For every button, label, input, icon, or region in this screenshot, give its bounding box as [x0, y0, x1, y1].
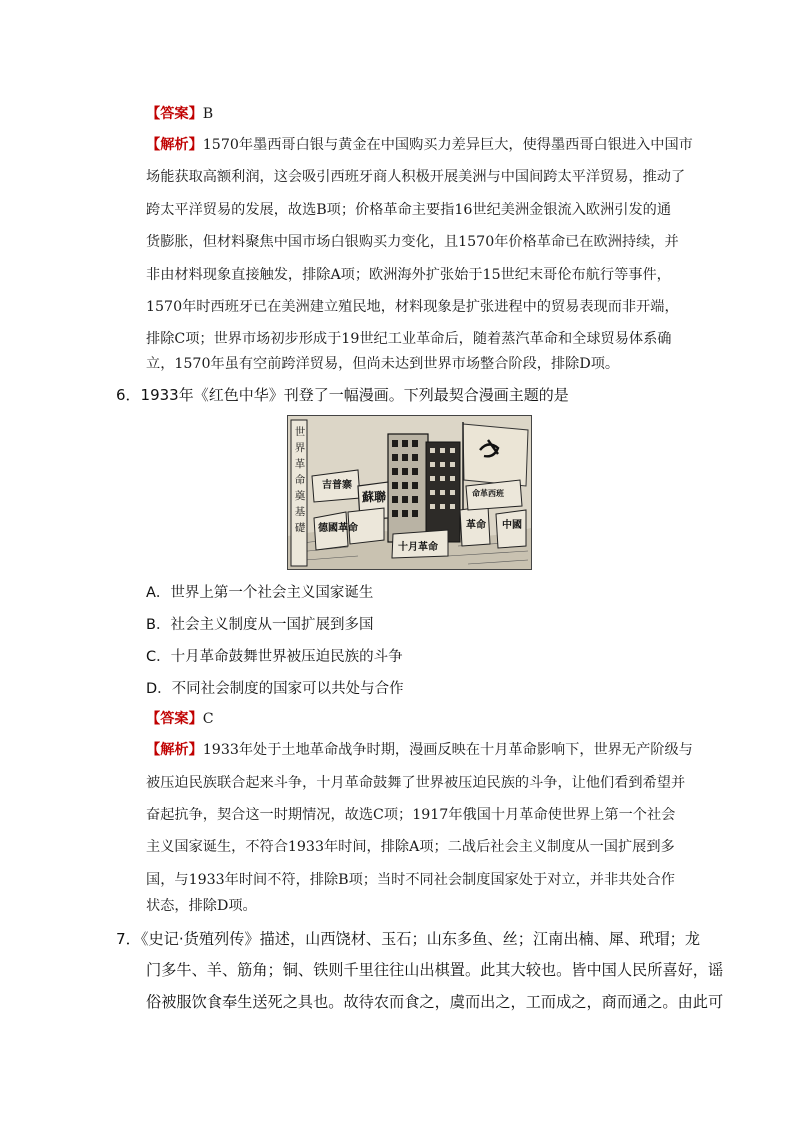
q5-analysis-tag: 【解析】: [146, 137, 203, 153]
cartoon-label-geming: 革命: [466, 520, 486, 531]
cartoon-label-shiyue: 十月革命: [398, 542, 438, 553]
q6-option-d[interactable]: D．不同社会制度的国家可以共处与合作: [146, 681, 404, 697]
q5-analysis-line-5: 非由材料现象直接触发，排除A项；欧洲海外扩张始于15世纪末哥伦布航行等事件，: [146, 267, 671, 283]
q6-answer-value: C: [202, 711, 214, 727]
q6-analysis-line-1: 【解析】1933年处于土地革命战争时期，漫画反映在十月革命影响下，世界无产阶级与: [146, 742, 693, 758]
q6-option-b[interactable]: B．社会主义制度从一国扩展到多国: [146, 617, 374, 633]
q5-analysis-line-6: 1570年时西班牙已在美洲建立殖民地，材料现象是扩张进程中的贸易表现而非开端，: [146, 299, 679, 315]
q6-cartoon-image: [287, 415, 532, 570]
q5-answer-value: B: [202, 106, 214, 122]
q5-analysis-line-8: 立，1570年虽有空前跨洋贸易，但尚未达到世界市场整合阶段，排除D项。: [146, 356, 620, 372]
q6-stem: 6．1933年《红色中华》刊登了一幅漫画。下列最契合漫画主题的是: [116, 386, 569, 404]
q6-analysis-tag: 【解析】: [146, 742, 203, 758]
cartoon-banner-label: 世界革命奠基礎: [294, 426, 306, 534]
cartoon-label-xibanya: 命革西班: [472, 488, 504, 498]
q7-stem-line-1: 7．《史记·货殖列传》描述，山西饶材、玉石；山东多鱼、丝；江南出楠、犀、玳瑁；龙: [116, 930, 701, 948]
q5-analysis-line-4: 货膨胀，但材料聚焦中国市场白银购买力变化，且1570年价格革命已在欧洲持续，并: [146, 234, 679, 250]
q5-answer: [146, 103, 213, 123]
q6-analysis-line-2: 被压迫民族联合起来斗争，十月革命鼓舞了世界被压迫民族的斗争，让他们看到希望并: [146, 775, 686, 791]
q7-stem-line-3: 俗被服饮食奉生送死之具也。故待农而食之，虞而出之，工而成之，商而通之。由此可: [146, 993, 724, 1011]
cartoon-label-jpb: 吉普寨: [322, 480, 352, 491]
q6-analysis-line-5: 国，与1933年时间不符，排除B项；当时不同社会制度国家处于对立，并非共处合作: [146, 872, 675, 888]
cartoon-label-sulian: 蘇聯: [362, 490, 387, 504]
q6-option-a[interactable]: A．世界上第一个社会主义国家诞生: [146, 585, 374, 601]
q6-analysis-line-6: 状态，排除D项。: [146, 898, 257, 914]
q6-option-c[interactable]: C．十月革命鼓舞世界被压迫民族的斗争: [146, 649, 403, 665]
q6-analysis-line-4: 主义国家诞生，不符合1933年时间，排除A项；二战后社会主义制度从一国扩展到多: [146, 839, 675, 855]
q5-analysis-line-3: 跨太平洋贸易的发展，故选B项；价格革命主要指16世纪美洲金银流入欧洲引发的通: [146, 202, 672, 218]
q6-answer-tag: 【答案】: [146, 711, 203, 727]
cartoon-label-zhongguo: 中國: [502, 520, 522, 531]
q5-analysis-line-1: 【解析】1570年墨西哥白银与黄金在中国购买力差异巨大，使得墨西哥白银进入中国市: [146, 137, 693, 153]
q5-answer-tag: 【答案】: [146, 106, 203, 122]
q5-analysis-line-2: 场能获取高额利润，这会吸引西班牙商人积极开展美洲与中国间跨太平洋贸易，推动了: [146, 169, 686, 185]
cartoon-label-deguo: 德國革命: [318, 523, 358, 534]
q6-answer: [146, 708, 214, 728]
q7-stem-line-2: 门多牛、羊、筋角；铜、铁则千里往往山出棋置。此其大较也。皆中国人民所喜好，谣: [146, 961, 724, 979]
q5-analysis-line-7: 排除C项；世界市场初步形成于19世纪工业革命后，随着蒸汽革命和全球贸易体系确: [146, 331, 672, 347]
q6-analysis-line-3: 奋起抗争，契合这一时期情况，故选C项；1917年俄国十月革命使世界上第一个社会: [146, 807, 676, 823]
